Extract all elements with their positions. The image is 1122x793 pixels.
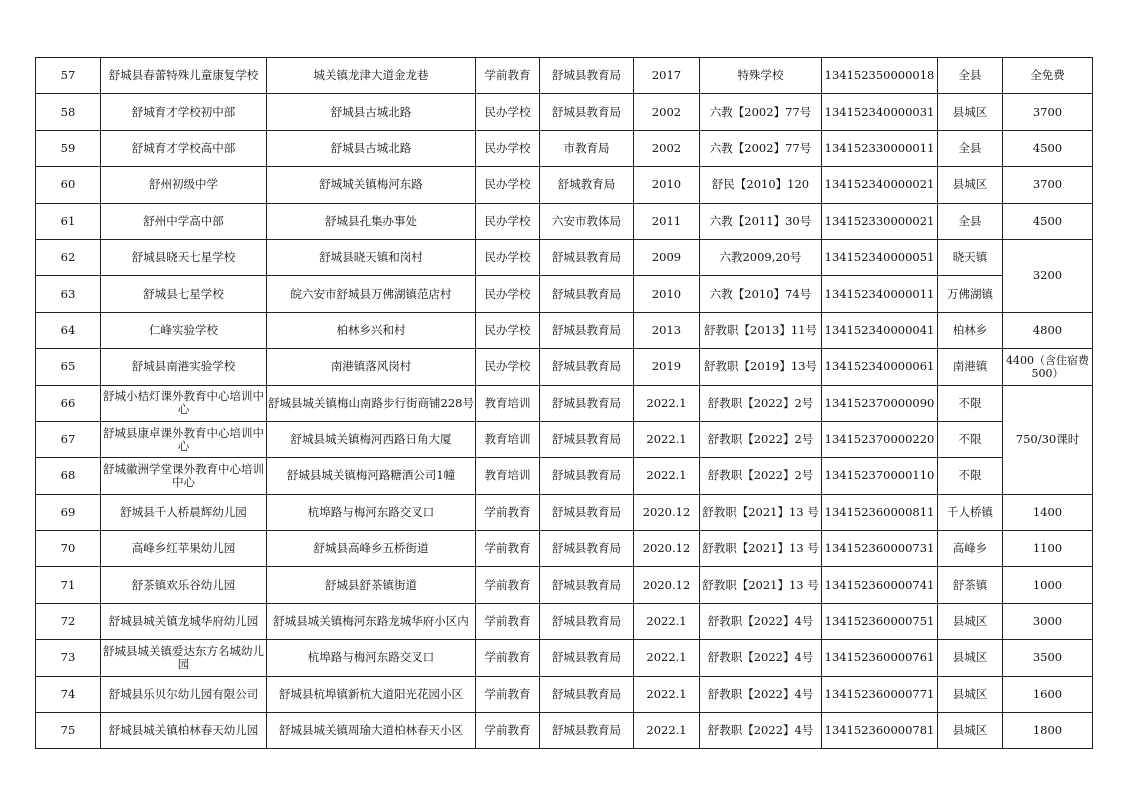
cell-code: 134152330000011 <box>822 130 938 166</box>
cell-authority: 舒城县教育局 <box>540 640 634 676</box>
cell-type: 学前教育 <box>476 640 540 676</box>
cell-no: 59 <box>36 130 101 166</box>
cell-address: 舒城县高峰乡五桥街道 <box>267 531 476 567</box>
cell-address: 舒城城关镇梅河东路 <box>267 167 476 203</box>
cell-code: 134152370000090 <box>822 385 938 421</box>
cell-name: 舒城县城关镇爱达东方名城幼儿园 <box>101 640 267 676</box>
cell-approval: 舒教职【2021】13 号 <box>700 494 822 530</box>
table-row <box>36 94 1093 130</box>
cell-authority: 舒城县教育局 <box>540 603 634 639</box>
table-row <box>36 167 1093 203</box>
cell-type: 民办学校 <box>476 276 540 312</box>
cell-name: 舒城县春蕾特殊儿童康复学校 <box>101 58 267 94</box>
cell-no: 64 <box>36 312 101 348</box>
table-row <box>36 312 1093 348</box>
cell-type: 民办学校 <box>476 203 540 239</box>
cell-name: 舒城县城关镇柏林春天幼儿园 <box>101 713 267 749</box>
cell-type: 学前教育 <box>476 567 540 603</box>
cell-year: 2022.1 <box>634 713 700 749</box>
cell-year: 2020.12 <box>634 531 700 567</box>
cell-year: 2022.1 <box>634 603 700 639</box>
cell-no: 69 <box>36 494 101 530</box>
cell-year: 2002 <box>634 130 700 166</box>
cell-authority: 舒城县教育局 <box>540 421 634 457</box>
cell-authority: 舒城县教育局 <box>540 239 634 275</box>
cell-code: 134152360000761 <box>822 640 938 676</box>
cell-type: 教育培训 <box>476 385 540 421</box>
cell-year: 2020.12 <box>634 567 700 603</box>
cell-fee: 3000 <box>1003 603 1093 639</box>
cell-area: 南港镇 <box>938 349 1003 385</box>
cell-fee: 1600 <box>1003 676 1093 712</box>
cell-authority: 舒城县教育局 <box>540 312 634 348</box>
cell-address: 舒城县古城北路 <box>267 130 476 166</box>
cell-code: 134152370000220 <box>822 421 938 457</box>
cell-authority: 舒城县教育局 <box>540 531 634 567</box>
cell-type: 民办学校 <box>476 167 540 203</box>
cell-name: 舒城县千人桥晨辉幼儿园 <box>101 494 267 530</box>
cell-fee: 1100 <box>1003 531 1093 567</box>
cell-approval: 舒教职【2022】2号 <box>700 385 822 421</box>
cell-authority: 舒城县教育局 <box>540 58 634 94</box>
cell-type: 民办学校 <box>476 239 540 275</box>
cell-fee: 3700 <box>1003 167 1093 203</box>
cell-year: 2010 <box>634 276 700 312</box>
cell-address: 舒城县杭埠镇新杭大道阳光花园小区 <box>267 676 476 712</box>
cell-approval: 舒教职【2022】4号 <box>700 713 822 749</box>
cell-no: 70 <box>36 531 101 567</box>
cell-authority: 舒城县教育局 <box>540 713 634 749</box>
cell-area: 县城区 <box>938 713 1003 749</box>
cell-fee: 3500 <box>1003 640 1093 676</box>
cell-fee: 4800 <box>1003 312 1093 348</box>
cell-year: 2022.1 <box>634 458 700 494</box>
cell-code: 134152360000741 <box>822 567 938 603</box>
cell-year: 2011 <box>634 203 700 239</box>
cell-year: 2022.1 <box>634 421 700 457</box>
cell-approval: 舒教职【2019】13号 <box>700 349 822 385</box>
cell-approval: 舒教职【2013】11号 <box>700 312 822 348</box>
cell-approval: 六教【2011】30号 <box>700 203 822 239</box>
cell-authority: 舒城县教育局 <box>540 458 634 494</box>
cell-name: 高峰乡红苹果幼儿园 <box>101 531 267 567</box>
cell-fee: 3200 <box>1003 239 1093 312</box>
cell-address: 舒城县古城北路 <box>267 94 476 130</box>
cell-name: 舒城县乐贝尔幼儿园有限公司 <box>101 676 267 712</box>
cell-code: 134152340000061 <box>822 349 938 385</box>
cell-name: 仁峰实验学校 <box>101 312 267 348</box>
table-row <box>36 58 1093 94</box>
cell-approval: 舒教职【2022】2号 <box>700 421 822 457</box>
cell-approval: 舒教职【2022】4号 <box>700 640 822 676</box>
cell-year: 2020.12 <box>634 494 700 530</box>
cell-address: 舒城县舒茶镇街道 <box>267 567 476 603</box>
cell-code: 134152360000811 <box>822 494 938 530</box>
table-row <box>36 494 1093 530</box>
cell-area: 不限 <box>938 458 1003 494</box>
cell-fee: 750/30课时 <box>1003 385 1093 494</box>
cell-authority: 舒城县教育局 <box>540 567 634 603</box>
cell-year: 2017 <box>634 58 700 94</box>
cell-year: 2019 <box>634 349 700 385</box>
cell-type: 教育培训 <box>476 458 540 494</box>
table-row <box>36 239 1093 275</box>
cell-fee: 3700 <box>1003 94 1093 130</box>
cell-fee: 1400 <box>1003 494 1093 530</box>
cell-type: 教育培训 <box>476 421 540 457</box>
table-row <box>36 713 1093 749</box>
cell-type: 民办学校 <box>476 312 540 348</box>
table-row <box>36 603 1093 639</box>
cell-area: 县城区 <box>938 640 1003 676</box>
cell-address: 舒城县城关镇周瑜大道柏林春天小区 <box>267 713 476 749</box>
cell-approval: 舒教职【2022】4号 <box>700 603 822 639</box>
cell-area: 县城区 <box>938 676 1003 712</box>
cell-year: 2022.1 <box>634 385 700 421</box>
table-row <box>36 349 1093 385</box>
cell-area: 舒茶镇 <box>938 567 1003 603</box>
cell-name: 舒城小桔灯课外教育中心培训中心 <box>101 385 267 421</box>
cell-address: 舒城县孔集办事处 <box>267 203 476 239</box>
cell-approval: 舒民【2010】120 <box>700 167 822 203</box>
cell-authority: 舒城县教育局 <box>540 494 634 530</box>
cell-code: 134152360000731 <box>822 531 938 567</box>
cell-name: 舒城县七星学校 <box>101 276 267 312</box>
cell-area: 不限 <box>938 421 1003 457</box>
cell-year: 2022.1 <box>634 676 700 712</box>
cell-code: 134152330000021 <box>822 203 938 239</box>
cell-fee: 4500 <box>1003 203 1093 239</box>
cell-type: 民办学校 <box>476 130 540 166</box>
cell-code: 134152340000011 <box>822 276 938 312</box>
cell-authority: 舒城县教育局 <box>540 676 634 712</box>
cell-authority: 舒城县教育局 <box>540 349 634 385</box>
cell-address: 杭埠路与梅河东路交叉口 <box>267 494 476 530</box>
table-row <box>36 276 1093 312</box>
school-table <box>35 57 1093 749</box>
cell-year: 2002 <box>634 94 700 130</box>
cell-no: 61 <box>36 203 101 239</box>
cell-authority: 舒城教育局 <box>540 167 634 203</box>
cell-code: 134152350000018 <box>822 58 938 94</box>
table-row <box>36 130 1093 166</box>
cell-name: 舒茶镇欢乐谷幼儿园 <box>101 567 267 603</box>
cell-year: 2022.1 <box>634 640 700 676</box>
cell-name: 舒州初级中学 <box>101 167 267 203</box>
table-row <box>36 567 1093 603</box>
cell-no: 57 <box>36 58 101 94</box>
table-row <box>36 640 1093 676</box>
cell-area: 县城区 <box>938 94 1003 130</box>
cell-type: 民办学校 <box>476 94 540 130</box>
cell-approval: 六教【2010】74号 <box>700 276 822 312</box>
cell-no: 68 <box>36 458 101 494</box>
cell-address: 舒城县城关镇梅河东路龙城华府小区内 <box>267 603 476 639</box>
cell-name: 舒城县康卓课外教育中心培训中心 <box>101 421 267 457</box>
table-row <box>36 676 1093 712</box>
cell-no: 67 <box>36 421 101 457</box>
cell-address: 杭埠路与梅河东路交叉口 <box>267 640 476 676</box>
table-row <box>36 421 1093 457</box>
cell-code: 134152340000041 <box>822 312 938 348</box>
cell-area: 晓天镇 <box>938 239 1003 275</box>
cell-area: 柏林乡 <box>938 312 1003 348</box>
cell-code: 134152370000110 <box>822 458 938 494</box>
cell-code: 134152360000771 <box>822 676 938 712</box>
cell-code: 134152340000021 <box>822 167 938 203</box>
cell-area: 全县 <box>938 203 1003 239</box>
cell-no: 74 <box>36 676 101 712</box>
table-row <box>36 203 1093 239</box>
table-row <box>36 531 1093 567</box>
cell-address: 城关镇龙津大道金龙巷 <box>267 58 476 94</box>
cell-name: 舒城育才学校高中部 <box>101 130 267 166</box>
cell-code: 134152360000781 <box>822 713 938 749</box>
cell-type: 学前教育 <box>476 676 540 712</box>
cell-address: 皖六安市舒城县万佛湖镇范店村 <box>267 276 476 312</box>
cell-area: 万佛湖镇 <box>938 276 1003 312</box>
cell-fee: 全免费 <box>1003 58 1093 94</box>
cell-no: 75 <box>36 713 101 749</box>
cell-name: 舒城县晓天七星学校 <box>101 239 267 275</box>
cell-type: 学前教育 <box>476 58 540 94</box>
cell-approval: 六教2009,20号 <box>700 239 822 275</box>
cell-name: 舒城徽洲学堂课外教育中心培训中心 <box>101 458 267 494</box>
cell-area: 高峰乡 <box>938 531 1003 567</box>
cell-address: 舒城县城关镇梅河路糖酒公司1幢 <box>267 458 476 494</box>
cell-name: 舒州中学高中部 <box>101 203 267 239</box>
cell-approval: 舒教职【2022】2号 <box>700 458 822 494</box>
cell-authority: 舒城县教育局 <box>540 94 634 130</box>
cell-address: 南港镇落风岗村 <box>267 349 476 385</box>
cell-area: 不限 <box>938 385 1003 421</box>
cell-approval: 六教【2002】77号 <box>700 130 822 166</box>
cell-area: 全县 <box>938 130 1003 166</box>
cell-name: 舒城县南港实验学校 <box>101 349 267 385</box>
cell-no: 73 <box>36 640 101 676</box>
cell-fee: 4400（含住宿费500） <box>1003 349 1093 385</box>
cell-no: 71 <box>36 567 101 603</box>
cell-approval: 舒教职【2021】13 号 <box>700 531 822 567</box>
cell-area: 县城区 <box>938 167 1003 203</box>
cell-authority: 舒城县教育局 <box>540 276 634 312</box>
cell-code: 134152340000051 <box>822 239 938 275</box>
cell-type: 学前教育 <box>476 713 540 749</box>
cell-area: 县城区 <box>938 603 1003 639</box>
cell-no: 66 <box>36 385 101 421</box>
cell-authority: 市教育局 <box>540 130 634 166</box>
cell-area: 全县 <box>938 58 1003 94</box>
cell-no: 72 <box>36 603 101 639</box>
cell-authority: 舒城县教育局 <box>540 385 634 421</box>
cell-address: 舒城县城关镇梅山南路步行街商铺228号 <box>267 385 476 421</box>
cell-address: 舒城县晓天镇和岗村 <box>267 239 476 275</box>
cell-fee: 4500 <box>1003 130 1093 166</box>
cell-no: 60 <box>36 167 101 203</box>
cell-no: 65 <box>36 349 101 385</box>
cell-year: 2009 <box>634 239 700 275</box>
cell-code: 134152340000031 <box>822 94 938 130</box>
cell-type: 学前教育 <box>476 531 540 567</box>
cell-approval: 舒教职【2021】13 号 <box>700 567 822 603</box>
cell-address: 舒城县城关镇梅河西路日角大厦 <box>267 421 476 457</box>
cell-type: 学前教育 <box>476 603 540 639</box>
cell-address: 柏林乡兴和村 <box>267 312 476 348</box>
cell-name: 舒城县城关镇龙城华府幼儿园 <box>101 603 267 639</box>
cell-code: 134152360000751 <box>822 603 938 639</box>
cell-no: 58 <box>36 94 101 130</box>
cell-year: 2010 <box>634 167 700 203</box>
table-row <box>36 458 1093 494</box>
cell-approval: 六教【2002】77号 <box>700 94 822 130</box>
table-row <box>36 385 1093 421</box>
cell-year: 2013 <box>634 312 700 348</box>
cell-authority: 六安市教体局 <box>540 203 634 239</box>
cell-area: 千人桥镇 <box>938 494 1003 530</box>
cell-no: 62 <box>36 239 101 275</box>
cell-name: 舒城育才学校初中部 <box>101 94 267 130</box>
cell-no: 63 <box>36 276 101 312</box>
cell-approval: 特殊学校 <box>700 58 822 94</box>
cell-approval: 舒教职【2022】4号 <box>700 676 822 712</box>
cell-fee: 1000 <box>1003 567 1093 603</box>
cell-fee: 1800 <box>1003 713 1093 749</box>
cell-type: 民办学校 <box>476 349 540 385</box>
cell-type: 学前教育 <box>476 494 540 530</box>
